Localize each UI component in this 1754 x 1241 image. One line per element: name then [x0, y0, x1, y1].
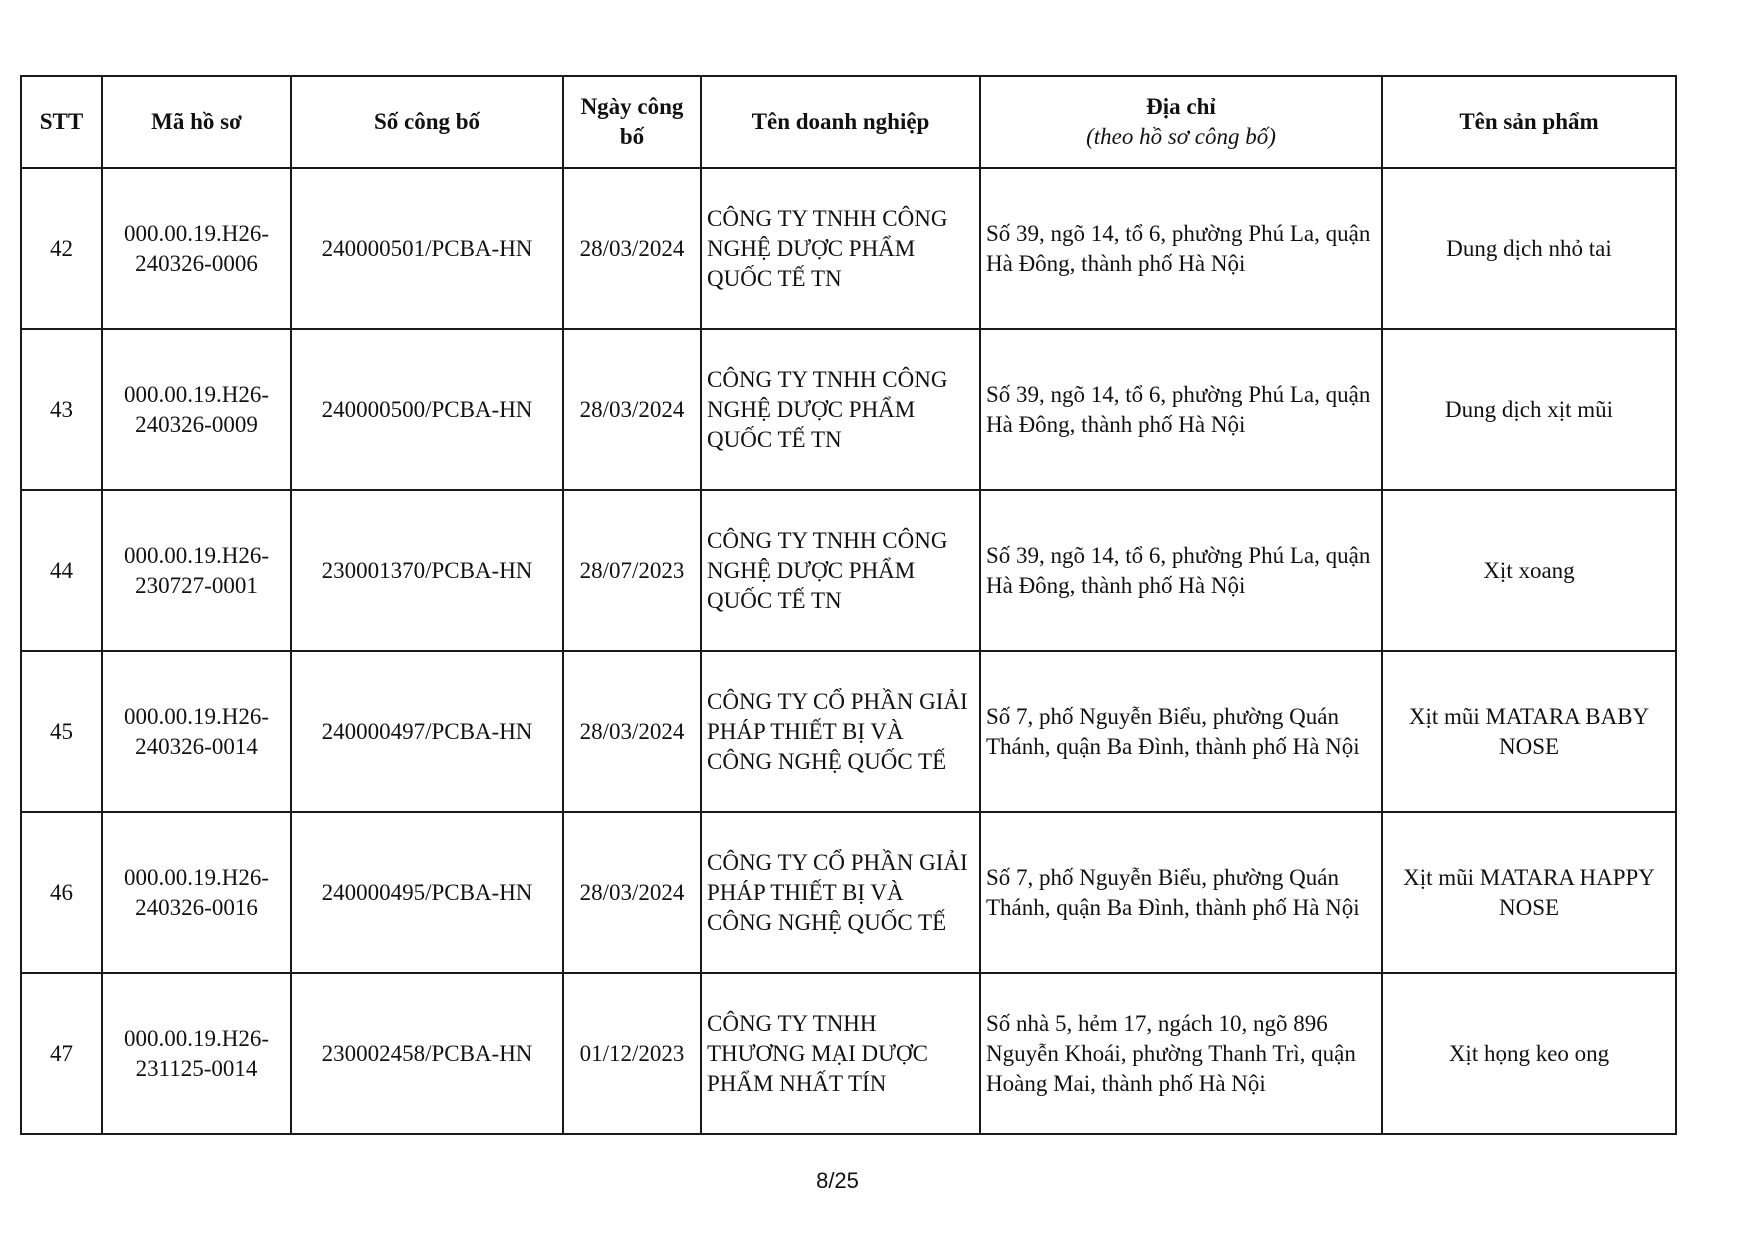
table-row	[21, 651, 1676, 812]
cell-ma-ho-so	[102, 329, 291, 490]
cell-dia-chi: Số 39, ngõ 14, tổ 6, phường Phú La, quận Hà Đông, thành phố Hà Nội	[980, 329, 1382, 490]
header-dia-chi-note: (theo hồ sơ công bố)	[1086, 124, 1276, 149]
cell-ten-doanh-nghiep: CÔNG TY TNHH CÔNG NGHỆ DƯỢC PHẨM QUỐC TẾ TN	[701, 329, 980, 490]
cell-ngay-cong-bo: 28/03/2024	[563, 329, 701, 490]
cell-ngay-cong-bo: 28/07/2023	[563, 490, 701, 651]
cell-stt: 43	[21, 329, 102, 490]
ma-ho-so-text: 000.00.19.H26- 240326-0016	[123, 864, 270, 920]
cell-dia-chi: Số 39, ngõ 14, tổ 6, phường Phú La, quận Hà Đông, thành phố Hà Nội	[980, 168, 1382, 329]
cell-ma-ho-so	[102, 812, 291, 973]
ma-ho-so-text: 000.00.19.H26- 230727-0001	[123, 542, 270, 598]
cell-ngay-cong-bo: 28/03/2024	[563, 812, 701, 973]
cell-ten-san-pham: Dung dịch nhỏ tai	[1382, 168, 1676, 329]
table-row	[21, 973, 1676, 1134]
cell-so-cong-bo: 240000500/PCBA-HN	[291, 329, 563, 490]
table-row	[21, 812, 1676, 973]
header-ngay-cong-bo: Ngày công bố	[563, 76, 701, 168]
cell-ten-san-pham: Xịt mũi MATARA BABY NOSE	[1382, 651, 1676, 812]
ma-ho-so-text: 000.00.19.H26- 240326-0009	[123, 381, 270, 437]
cell-ten-san-pham: Xịt họng keo ong	[1382, 973, 1676, 1134]
cell-ma-ho-so	[102, 973, 291, 1134]
header-ten-doanh-nghiep: Tên doanh nghiệp	[701, 76, 980, 168]
cell-so-cong-bo: 240000497/PCBA-HN	[291, 651, 563, 812]
cell-ten-doanh-nghiep: CÔNG TY TNHH CÔNG NGHỆ DƯỢC PHẨM QUỐC TẾ TN	[701, 168, 980, 329]
cell-stt: 46	[21, 812, 102, 973]
cell-ma-ho-so	[102, 651, 291, 812]
table-row	[21, 168, 1676, 329]
ma-ho-so-text: 000.00.19.H26- 240326-0006	[123, 220, 270, 276]
cell-ngay-cong-bo: 28/03/2024	[563, 168, 701, 329]
cell-ma-ho-so	[102, 490, 291, 651]
header-ten-san-pham: Tên sản phẩm	[1382, 76, 1676, 168]
header-stt: STT	[21, 76, 102, 168]
cell-so-cong-bo: 230001370/PCBA-HN	[291, 490, 563, 651]
header-so-cong-bo: Số công bố	[291, 76, 563, 168]
cell-stt: 45	[21, 651, 102, 812]
cell-stt: 47	[21, 973, 102, 1134]
header-ma-ho-so: Mã hồ sơ	[102, 76, 291, 168]
product-declaration-table	[20, 75, 1677, 1135]
cell-ten-doanh-nghiep: CÔNG TY TNHH CÔNG NGHỆ DƯỢC PHẨM QUỐC TẾ TN	[701, 490, 980, 651]
cell-so-cong-bo: 240000495/PCBA-HN	[291, 812, 563, 973]
cell-stt: 44	[21, 490, 102, 651]
cell-ten-doanh-nghiep: CÔNG TY CỔ PHẦN GIẢI PHÁP THIẾT BỊ VÀ CÔNG NGHỆ QUỐC TẾ	[701, 812, 980, 973]
table-row	[21, 329, 1676, 490]
ma-ho-so-text: 000.00.19.H26- 240326-0014	[123, 703, 270, 759]
cell-ten-san-pham: Dung dịch xịt mũi	[1382, 329, 1676, 490]
cell-so-cong-bo: 230002458/PCBA-HN	[291, 973, 563, 1134]
cell-ten-doanh-nghiep: CÔNG TY TNHH THƯƠNG MẠI DƯỢC PHẨM NHẤT TÍN	[701, 973, 980, 1134]
cell-ngay-cong-bo: 01/12/2023	[563, 973, 701, 1134]
ma-ho-so-text: 000.00.19.H26- 231125-0014	[123, 1025, 270, 1081]
header-dia-chi	[980, 76, 1382, 168]
cell-ma-ho-so	[102, 168, 291, 329]
cell-dia-chi: Số nhà 5, hẻm 17, ngách 10, ngõ 896 Nguyễn Khoái, phường Thanh Trì, quận Hoàng Mai, thành phố Hà Nội	[980, 973, 1382, 1134]
table-row	[21, 490, 1676, 651]
cell-ten-doanh-nghiep: CÔNG TY CỔ PHẦN GIẢI PHÁP THIẾT BỊ VÀ CÔNG NGHỆ QUỐC TẾ	[701, 651, 980, 812]
cell-ten-san-pham: Xịt mũi MATARA HAPPY NOSE	[1382, 812, 1676, 973]
header-row	[21, 76, 1676, 168]
cell-stt: 42	[21, 168, 102, 329]
cell-so-cong-bo: 240000501/PCBA-HN	[291, 168, 563, 329]
header-dia-chi-label: Địa chỉ	[1146, 94, 1216, 119]
page-number: 8/25	[816, 1168, 859, 1193]
cell-dia-chi: Số 39, ngõ 14, tổ 6, phường Phú La, quận Hà Đông, thành phố Hà Nội	[980, 490, 1382, 651]
cell-dia-chi: Số 7, phố Nguyễn Biểu, phường Quán Thánh, quận Ba Đình, thành phố Hà Nội	[980, 651, 1382, 812]
cell-ten-san-pham: Xịt xoang	[1382, 490, 1676, 651]
document-sheet	[20, 75, 1675, 1135]
cell-ngay-cong-bo: 28/03/2024	[563, 651, 701, 812]
cell-dia-chi: Số 7, phố Nguyễn Biểu, phường Quán Thánh, quận Ba Đình, thành phố Hà Nội	[980, 812, 1382, 973]
